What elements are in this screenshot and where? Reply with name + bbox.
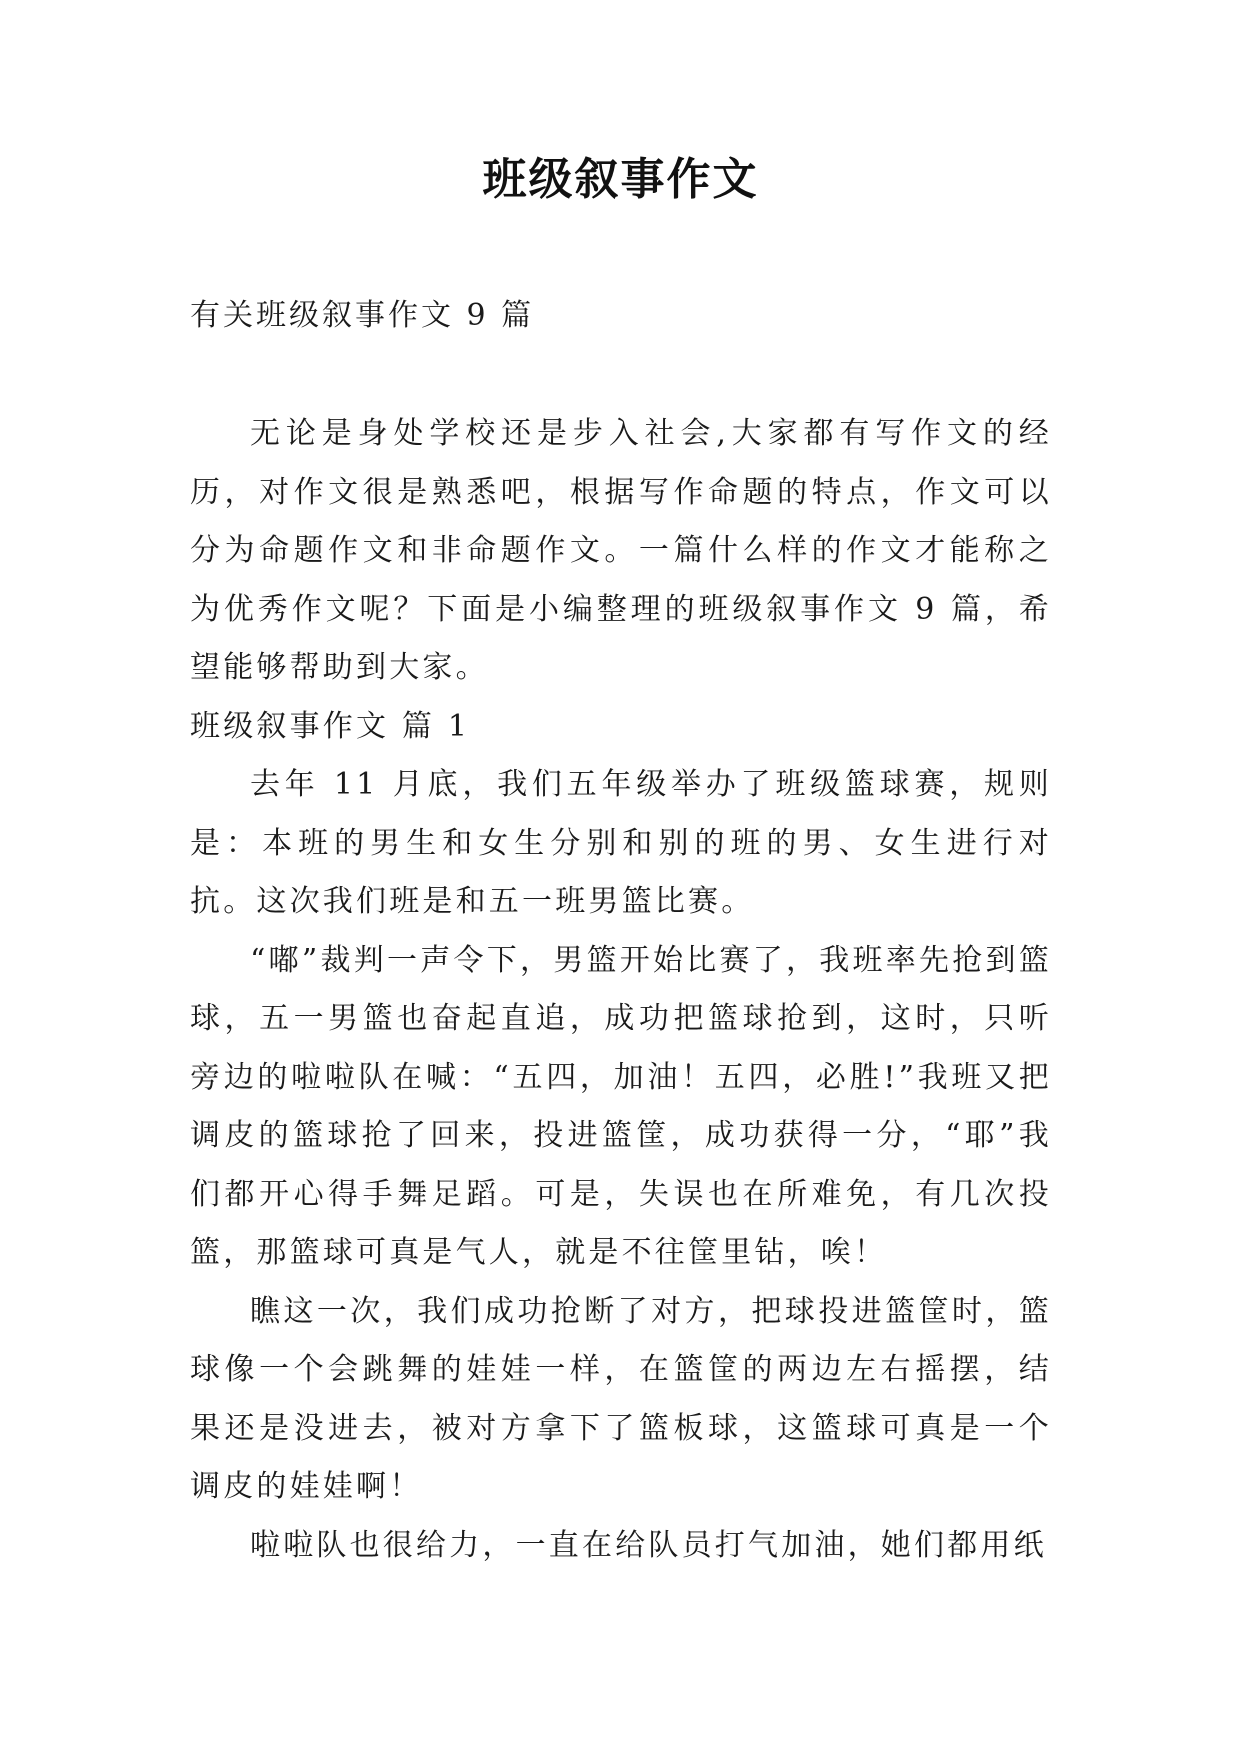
body-paragraph: 啦啦队也很给力，一直在给队员打气加油，她们都用纸 [250, 1527, 1047, 1563]
body-paragraph: “嘟”裁判一声令下，男篮开始比赛了，我班率先抢到篮球，五一男篮也奋起直追，成功把篮球抢到，这时，只听旁边的啦啦队在喊：“五四，加油！五四，必胜!”我班又把调皮的篮球抢了回来，投进篮筐，成功获得一分，“耶”我们都开心得手舞足蹈。可是，失误也在所难免，有几次投篮，那篮球可真是气人，就是不往筐里钻，唉！ [190, 942, 1052, 1270]
intro-paragraph: 无论是身处学校还是步入社会,大家都有写作文的经历，对作文很是熟悉吧，根据写作命题的特点，作文可以分为命题作文和非命题作文。一篇什么样的作文才能称之为优秀作文呢？下面是小编整理的班级叙事作文 9 篇，希望能够帮助到大家。 [190, 416, 1052, 685]
document-body [190, 405, 1052, 1575]
document-subtitle: 有关班级叙事作文 9 篇 [190, 298, 535, 333]
body-paragraph: 瞧这一次，我们成功抢断了对方，把球投进篮筐时，篮球像一个会跳舞的娃娃一样，在篮筐的两边左右摇摆，结果还是没进去，被对方拿下了篮板球，这篮球可真是一个调皮的娃娃啊！ [190, 1293, 1052, 1504]
document-title: 班级叙事作文 [482, 154, 759, 205]
body-paragraph: 去年 11 月底，我们五年级举办了班级篮球赛，规则是：本班的男生和女生分别和别的班的男、女生进行对抗。这次我们班是和五一班男篮比赛。 [190, 767, 1052, 919]
section-heading: 班级叙事作文 篇 1 [190, 708, 471, 744]
